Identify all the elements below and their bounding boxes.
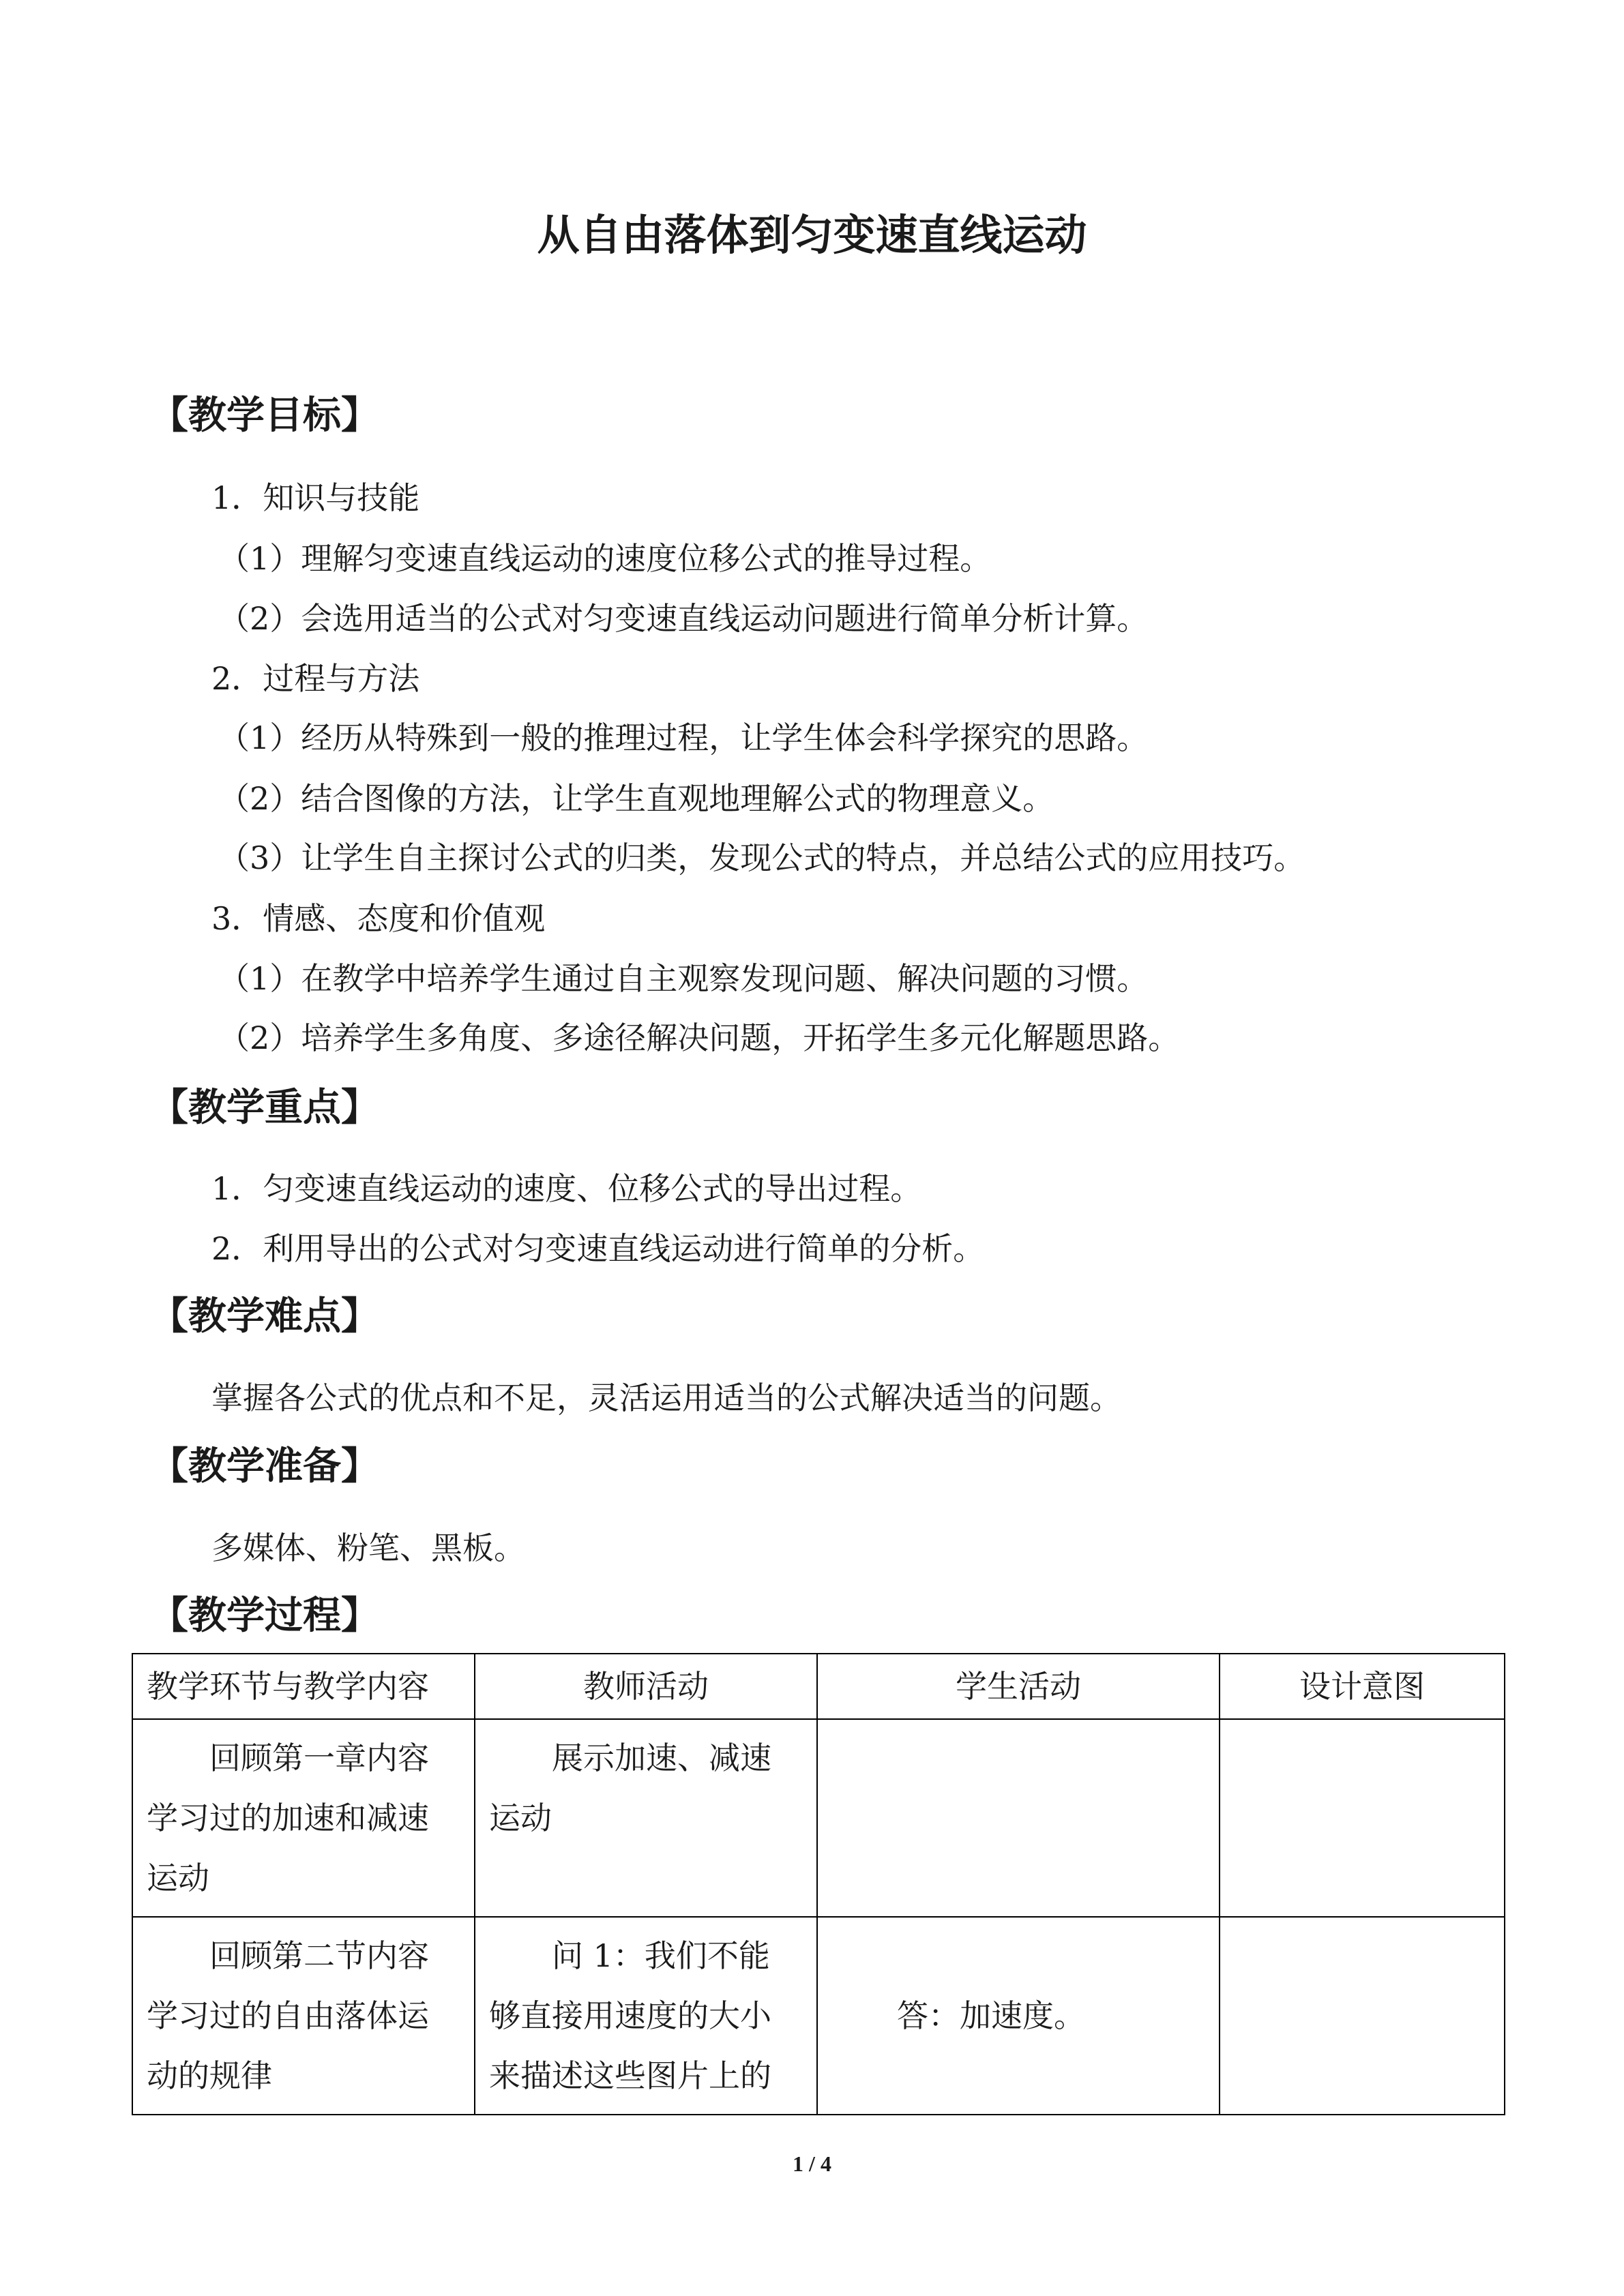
goal-line: （1）在教学中培养学生通过自主观察发现问题、解决问题的习惯。 [218, 960, 1149, 997]
cell-line: 来描述这些图片上的 [489, 2057, 771, 2094]
goal-line: （3）让学生自主探讨公式的归类，发现公式的特点，并总结公式的应用技巧。 [218, 839, 1305, 876]
preparation-line: 多媒体、粉笔、黑板。 [211, 1530, 525, 1566]
table-header-row [132, 1654, 1505, 1719]
section-heading-goals: 【教学目标】 [150, 393, 379, 438]
cell-line: 问 1：我们不能 [552, 1937, 770, 1974]
goal-line: 3．情感、态度和价值观 [211, 900, 546, 937]
goal-line: （1）理解匀变速直线运动的速度位移公式的推导过程。 [218, 540, 992, 577]
table-row [132, 1719, 1505, 1917]
goal-line: 1．知识与技能 [211, 479, 420, 516]
goal-line: （2）结合图像的方法，让学生直观地理解公式的物理意义。 [218, 780, 1054, 817]
table-cell-intent [1220, 1719, 1505, 1917]
table-row [132, 1917, 1505, 2115]
page-number: 1 / 4 [793, 2151, 831, 2176]
process-table [132, 1653, 1505, 2115]
table-cell-student [817, 1917, 1220, 2115]
goal-line: （1）经历从特殊到一般的推理过程，让学生体会科学探究的思路。 [218, 719, 1149, 756]
cell-line: 回顾第一章内容 [209, 1740, 429, 1776]
table-header-cell: 学生活动 [817, 1654, 1220, 1719]
table-cell-intent [1220, 1917, 1505, 2115]
table-header-cell: 教师活动 [475, 1654, 817, 1719]
cell-line: 答：加速度。 [897, 1997, 1085, 2034]
key-point-line: 2．利用导出的公式对匀变速直线运动进行简单的分析。 [211, 1230, 985, 1267]
table-header-cell: 教学环节与教学内容 [132, 1654, 475, 1719]
table-cell-teacher [475, 1719, 817, 1917]
cell-line: 运动 [147, 1860, 209, 1896]
section-heading-preparation: 【教学准备】 [150, 1444, 379, 1489]
table-cell-content [132, 1719, 475, 1917]
goal-line: （2）培养学生多角度、多途径解决问题，开拓学生多元化解题思路。 [218, 1019, 1180, 1056]
key-point-line: 1．匀变速直线运动的速度、位移公式的导出过程。 [211, 1170, 922, 1207]
cell-line: 运动 [489, 1800, 552, 1836]
difficulty-line: 掌握各公式的优点和不足，灵活运用适当的公式解决适当的问题。 [211, 1380, 1121, 1416]
section-heading-process: 【教学过程】 [150, 1594, 379, 1638]
table-header-cell: 设计意图 [1220, 1654, 1505, 1719]
cell-line: 动的规律 [147, 2057, 272, 2094]
table-cell-student [817, 1719, 1220, 1917]
cell-line: 展示加速、减速 [552, 1740, 771, 1776]
cell-line: 学习过的自由落体运 [147, 1997, 429, 2034]
cell-line: 学习过的加速和减速 [147, 1800, 429, 1836]
cell-line: 回顾第二节内容 [209, 1937, 429, 1974]
table-cell-content [132, 1917, 475, 2115]
section-heading-difficulties: 【教学难点】 [150, 1294, 379, 1339]
page-title: 从自由落体到匀变速直线运动 [537, 210, 1087, 260]
goal-line: （2）会选用适当的公式对匀变速直线运动问题进行简单分析计算。 [218, 600, 1149, 637]
table-cell-teacher [475, 1917, 817, 2115]
goal-line: 2．过程与方法 [211, 660, 420, 697]
cell-line: 够直接用速度的大小 [489, 1997, 771, 2034]
section-heading-key-points: 【教学重点】 [150, 1086, 379, 1130]
